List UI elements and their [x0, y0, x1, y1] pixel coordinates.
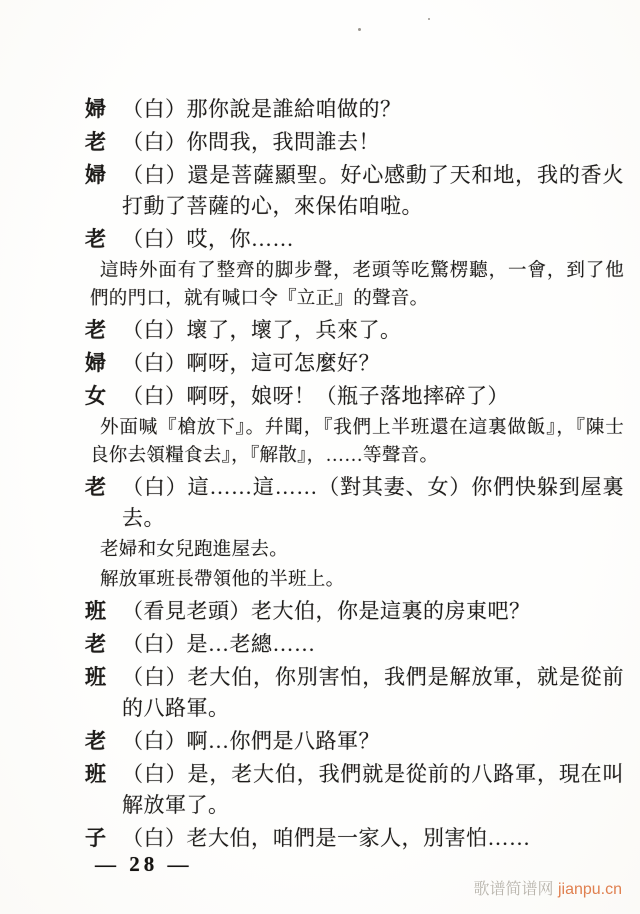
dialogue-line — [85, 472, 624, 534]
dialogue-line — [85, 759, 624, 821]
speaker-label: 老 — [85, 729, 107, 753]
watermark-site-name: 歌谱简谱网 — [473, 881, 554, 898]
speaker-label: 老 — [85, 318, 107, 342]
speech-text: （白）還是菩薩顯聖。好心感動了天和地，我的香火打動了菩薩的心，來保佑咱啦。 — [122, 163, 624, 218]
scan-speck — [358, 28, 361, 31]
stage-text: 外面喊『槍放下』。幷聞，『我們上半班還在這裏做飯』，『陳士良你去領糧食去』，『解散』，……等聲音。 — [90, 418, 624, 466]
speaker-label: 婦 — [85, 351, 107, 375]
speaker-label: 老 — [85, 632, 107, 656]
speech-text: （白）你問我，我問誰去！ — [122, 130, 380, 154]
stage-direction — [90, 257, 624, 313]
speech-text: （白）啊呀，這可怎麼好？ — [122, 351, 380, 375]
speech-text: （白）這……這……（對其妻、女）你們快躲到屋裏去。 — [122, 475, 624, 530]
speaker-label: 老 — [85, 475, 107, 499]
speaker-label: 老 — [85, 130, 107, 154]
speaker-label: 班 — [85, 665, 107, 689]
speech-text: （白）老大伯，咱們是一家人，別害怕…… — [122, 826, 531, 850]
speech-text: （白）哎，你…… — [122, 227, 294, 251]
speech-text: （白）是…老總…… — [122, 632, 316, 656]
dialogue-line — [85, 315, 624, 346]
stage-text: 解放軍班長帶領他的半班上。 — [100, 570, 345, 590]
speech-text: （白）壞了，壞了，兵來了。 — [122, 318, 402, 342]
stage-text: 老婦和女兒跑進屋去。 — [100, 540, 289, 560]
dialogue-line — [85, 94, 624, 125]
speech-text: （白）啊…你們是八路軍？ — [122, 729, 380, 753]
stage-direction — [90, 414, 624, 470]
dialogue-line — [85, 127, 624, 158]
dialogue-line — [85, 348, 624, 379]
dialogue-line — [85, 629, 624, 660]
speaker-label: 班 — [85, 599, 107, 623]
scan-speck — [428, 18, 430, 20]
dialogue-line — [85, 726, 624, 757]
speech-text: （白）那你說是誰給咱做的？ — [122, 97, 402, 121]
watermark — [473, 876, 622, 899]
dialogue-line — [85, 224, 624, 255]
dialogue-line — [85, 381, 624, 412]
dialogue-line — [85, 823, 624, 854]
speech-text: （白）老大伯，你別害怕，我們是解放軍，就是從前的八路軍。 — [122, 665, 624, 720]
speaker-label: 老 — [85, 227, 107, 251]
speech-text: （看見老頭）老大伯，你是這裏的房東吧？ — [122, 599, 531, 623]
speaker-label: 班 — [85, 762, 107, 786]
speaker-label: 女 — [85, 384, 107, 408]
stage-direction — [90, 536, 624, 564]
stage-direction — [90, 566, 624, 594]
watermark-site-url: jianpu.cn — [557, 881, 622, 898]
page-number: — 28 — — [95, 852, 193, 876]
dialogue-line — [85, 596, 624, 627]
speech-text: （白）啊呀，娘呀！（瓶子落地摔碎了） — [122, 384, 509, 408]
speech-text: （白）是，老大伯，我們就是從前的八路軍，現在叫解放軍了。 — [122, 762, 624, 817]
speaker-label: 婦 — [85, 97, 107, 121]
stage-text: 這時外面有了整齊的脚步聲，老頭等吃驚楞聽，一會，到了他們的門口，就有喊口令『立正』的聲音。 — [90, 261, 624, 309]
speaker-label: 婦 — [85, 163, 107, 187]
dialogue-line — [85, 160, 624, 222]
dialogue-line — [85, 662, 624, 724]
speaker-label: 子 — [85, 826, 107, 850]
